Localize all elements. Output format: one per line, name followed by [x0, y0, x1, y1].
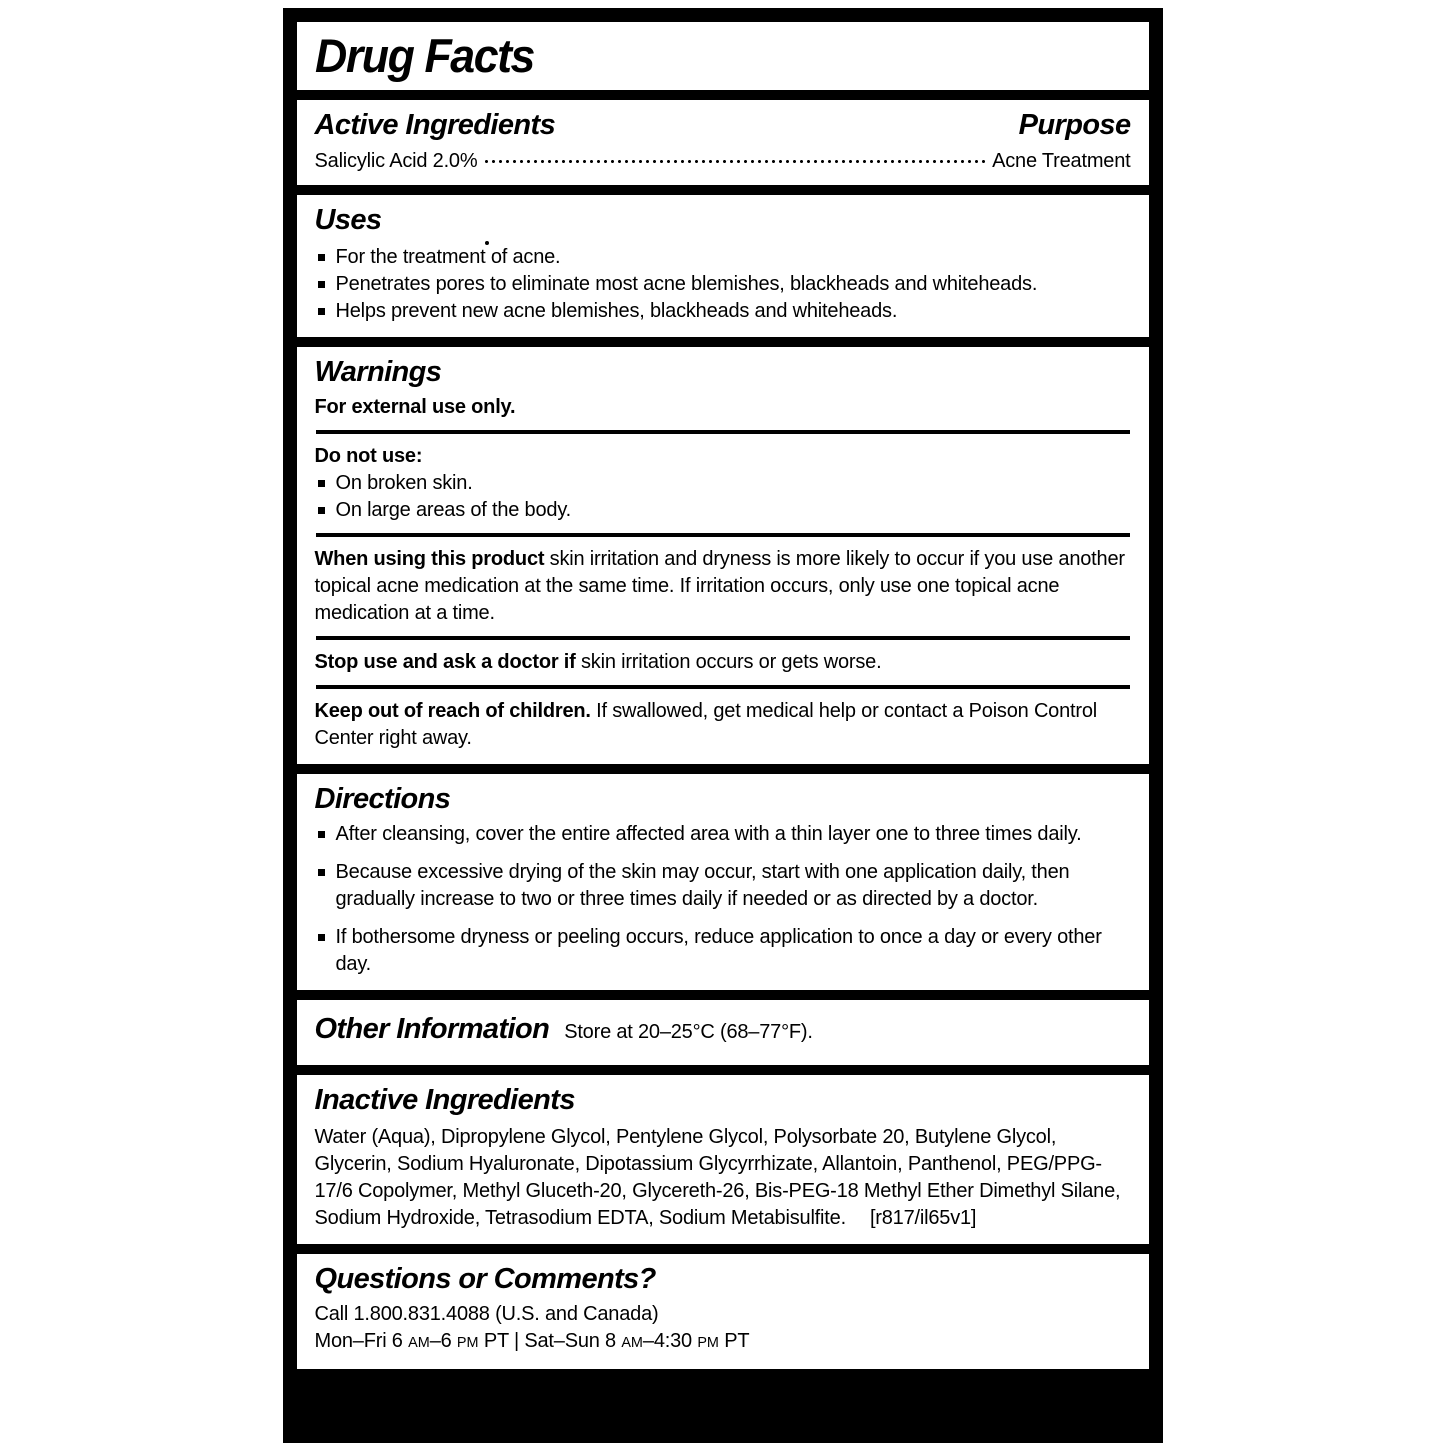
section-divider	[316, 636, 1130, 640]
phone-line: Call 1.800.831.4088 (U.S. and Canada)	[314, 1303, 659, 1325]
section-divider	[316, 533, 1130, 537]
section-other-information	[297, 1000, 1149, 1065]
storage-statement: Store at 20–25°C (68–77°F).	[564, 1021, 813, 1043]
keep-out-statement	[315, 698, 1131, 752]
warnings-heading: Warnings	[314, 356, 442, 388]
section-uses	[297, 195, 1149, 337]
inactive-ingredients-heading: Inactive Ingredients	[314, 1084, 575, 1116]
inactive-ingredients-list	[315, 1124, 1131, 1232]
section-inactive-ingredients	[297, 1075, 1149, 1244]
when-using-lead: When using this product	[314, 548, 545, 570]
list-item: Penetrates pores to eliminate most acne blemishes, blackheads and whiteheads.	[315, 271, 1131, 298]
ingredient-name: Salicylic Acid 2.0%	[314, 150, 478, 172]
stop-use-statement	[315, 649, 1131, 676]
other-information-row	[315, 1008, 1131, 1053]
drug-facts-label	[283, 8, 1163, 1443]
hours-text: –6	[429, 1330, 457, 1352]
drug-facts-title: Drug Facts	[314, 29, 534, 82]
section-active-ingredients	[297, 100, 1149, 185]
keep-out-text: If swallowed, get medical help or contact a Poison Control Center right away.	[314, 700, 1098, 749]
directions-list	[315, 821, 1131, 978]
list-item: Helps prevent new acne blemishes, blackheads and whiteheads.	[315, 298, 1131, 325]
section-warnings	[297, 347, 1149, 764]
hours-line	[315, 1328, 1131, 1357]
inactive-ingredients-text: Water (Aqua), Dipropylene Glycol, Pentylene Glycol, Polysorbate 20, Butylene Glycol, Glycerin, Sodium Hyaluronate, Dipotassium Glycyrrhizate, Allantoin, Panthenol, PEG/PPG-17/6 Copolymer, Methyl Gluceth-20, Glycereth-26, Bis-PEG-18 Methyl Ether Dimethyl Silane, Sodium Hydroxide, Tetrasodium EDTA, Sodium Metabisulfite.	[314, 1126, 1121, 1229]
when-using-statement	[315, 546, 1131, 627]
list-item: If bothersome dryness or peeling occurs, reduce application to once a day or every other day.	[315, 924, 1131, 978]
external-use-statement: For external use only.	[314, 396, 516, 418]
dotted-leader	[483, 155, 986, 169]
am-abbrev: AM	[621, 1335, 643, 1351]
list-item: After cleansing, cover the entire affected area with a thin layer one to three times daily.	[315, 821, 1131, 848]
hours-text: PT | Sat–Sun 8	[478, 1330, 622, 1352]
list-item: Because excessive drying of the skin may occur, start with one application daily, then gradually increase to two or three times daily if needed or as directed by a doctor.	[315, 859, 1131, 913]
list-item: For the treatment of acne.	[315, 244, 1131, 271]
hours-text: –4:30	[642, 1330, 698, 1352]
pm-abbrev: PM	[697, 1335, 719, 1351]
pm-abbrev: PM	[456, 1335, 479, 1351]
active-ingredient-row	[315, 150, 1131, 173]
stop-use-lead: Stop use and ask a doctor if	[314, 651, 576, 673]
uses-heading: Uses	[314, 204, 382, 236]
hours-text: Mon–Fri 6	[314, 1330, 409, 1352]
directions-heading: Directions	[314, 783, 451, 815]
when-using-text: skin irritation and dryness is more likely to occur if you use another topical acne medication at the same time. If irritation occurs, only use one topical acne medication at a time.	[314, 548, 1125, 624]
keep-out-lead: Keep out of reach of children.	[314, 700, 591, 722]
active-ingredients-heading: Active Ingredients	[314, 109, 556, 141]
hours-text: PT	[718, 1330, 750, 1352]
do-not-use-lead: Do not use:	[314, 445, 423, 467]
section-divider	[316, 685, 1130, 689]
label-revision-code: [r817/il65v1]	[869, 1207, 977, 1229]
other-information-heading: Other Information	[314, 1013, 550, 1045]
section-directions	[297, 774, 1149, 990]
stop-use-text: skin irritation occurs or gets worse.	[575, 651, 882, 673]
list-item: On broken skin.	[315, 470, 1131, 497]
section-questions	[297, 1254, 1149, 1369]
questions-heading: Questions or Comments?	[314, 1263, 656, 1295]
purpose-heading: Purpose	[1018, 109, 1131, 141]
title-section	[297, 22, 1149, 90]
am-abbrev: AM	[408, 1335, 430, 1351]
active-ingredients-header-row	[315, 108, 1131, 143]
ingredient-purpose: Acne Treatment	[992, 150, 1131, 172]
section-divider	[316, 430, 1130, 434]
uses-list	[315, 244, 1131, 325]
list-item: On large areas of the body.	[315, 497, 1131, 524]
do-not-use-list	[315, 470, 1131, 524]
